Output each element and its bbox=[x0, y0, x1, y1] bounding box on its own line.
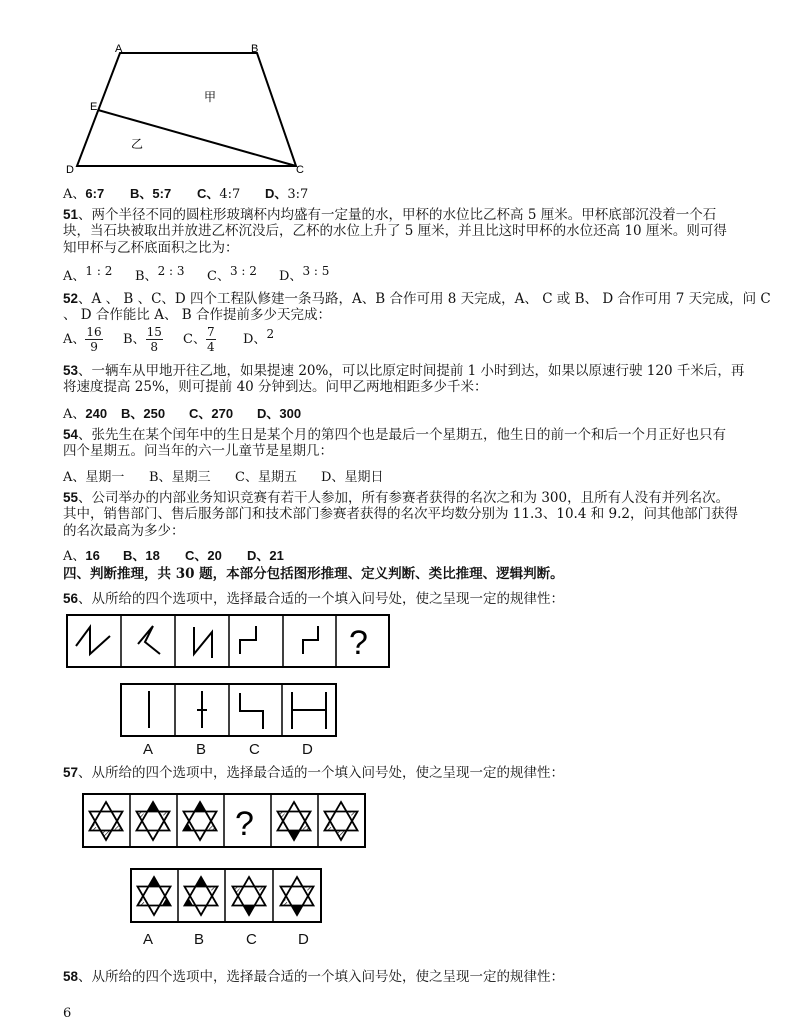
q55-line-2: 其中，销售部门、售后服务部门和技术部门参赛者获得的名次平均数分别为 11.3、10.4 和 9.2，问其他部门获得 bbox=[63, 506, 738, 522]
q56-question-mark: ? bbox=[349, 624, 368, 662]
q56-prompt: 56、从所给的四个选项中，选择最合适的一个填入问号处，使之呈现一定的规律性： bbox=[63, 591, 565, 607]
q55-line-1: 55、公司举办的内部业务知识竞赛有若干人参加，所有参赛者获得的名次之和为 300，且所有人没有并列名次。 bbox=[63, 490, 730, 506]
q57-option-d-figure[interactable] bbox=[281, 877, 314, 915]
label-C: C bbox=[296, 164, 304, 176]
q54-option-a[interactable]: A、星期一 bbox=[63, 470, 125, 485]
q53-option-b[interactable]: B、250 bbox=[121, 406, 166, 421]
page-number: 6 bbox=[63, 1006, 72, 1021]
q52-option-d[interactable]: D、2 bbox=[243, 327, 275, 347]
q57-question-mark: ? bbox=[235, 805, 254, 843]
q51-option-b[interactable]: B、2 : 3 bbox=[135, 264, 185, 284]
q55-option-c[interactable]: C、20 bbox=[185, 548, 222, 563]
q56-option-d-figure[interactable] bbox=[292, 692, 326, 729]
q54-line-2: 四个星期五。问当年的六一儿童节是星期几： bbox=[63, 443, 333, 459]
q53-option-c[interactable]: C、270 bbox=[189, 406, 234, 421]
q57-label-b: B bbox=[194, 931, 205, 948]
q50-options bbox=[63, 183, 308, 202]
q52-options bbox=[63, 325, 274, 354]
q54-line-1: 54、张先生在某个闰年中的生日是某个月的第四个也是最后一个星期五，他生日的前一个和后一个月正好也只有 bbox=[63, 427, 727, 443]
q54-options bbox=[63, 466, 383, 485]
q57-star-3 bbox=[184, 802, 217, 840]
q56-label-d: D bbox=[302, 741, 313, 758]
q51-line-3: 知甲杯与乙杯底面积之比为： bbox=[63, 240, 239, 256]
q51-options bbox=[63, 265, 329, 284]
q56-option-b-figure[interactable] bbox=[197, 691, 207, 728]
q53-line-1: 53、一辆车从甲地开往乙地，如果提速 20%，可以比原定时间提前 1 小时到达，如果以原速行驶 120 千米后，再 bbox=[63, 363, 745, 379]
q57-star-1 bbox=[90, 802, 123, 840]
q56-options-figure bbox=[120, 683, 340, 745]
q50-option-b[interactable]: B、5:7 bbox=[130, 186, 172, 201]
q51-option-a[interactable]: A、1 : 2 bbox=[63, 264, 113, 284]
q51-option-c[interactable]: C、3 : 2 bbox=[207, 264, 257, 284]
q57-option-a-figure[interactable] bbox=[138, 877, 171, 915]
q55-option-b[interactable]: B、18 bbox=[123, 548, 160, 563]
q55-option-a[interactable]: A、16 bbox=[63, 548, 100, 564]
q56-figure-5 bbox=[303, 626, 318, 654]
q57-label-a: A bbox=[143, 931, 154, 948]
q57-option-b-figure[interactable] bbox=[185, 877, 218, 915]
q55-options bbox=[63, 545, 284, 564]
q57-sequence bbox=[82, 793, 367, 851]
q58-prompt: 58、从所给的四个选项中，选择最合适的一个填入问号处，使之呈现一定的规律性： bbox=[63, 969, 565, 985]
q54-option-c[interactable]: C、星期五 bbox=[235, 470, 297, 485]
q56-label-c: C bbox=[249, 741, 260, 758]
q51-line-1: 51、两个半径不同的圆柱形玻璃杯内均盛有一定量的水，甲杯的水位比乙杯高 5 厘米。甲杯底部沉没着一个石 bbox=[63, 207, 717, 223]
q57-star-2 bbox=[137, 802, 170, 840]
label-E: E bbox=[90, 101, 98, 113]
q50-option-d[interactable]: D、3:7 bbox=[265, 186, 309, 202]
q56-figure-3 bbox=[194, 627, 212, 658]
q50-option-a[interactable]: A、6:7 bbox=[63, 186, 105, 202]
q56-figure-4 bbox=[240, 626, 256, 654]
label-B: B bbox=[251, 43, 259, 55]
q57-prompt: 57、从所给的四个选项中，选择最合适的一个填入问号处，使之呈现一定的规律性： bbox=[63, 765, 565, 781]
q53-line-2: 将速度提高 25%，则可提前 40 分钟到达。问甲乙两地相距多少千米： bbox=[63, 379, 488, 395]
q53-option-a[interactable]: A、240 bbox=[63, 406, 108, 422]
q52-line-1: 52、A 、 B 、C、D 四个工程队修建一条马路，A、B 合作可用 8 天完成，A、 C 或 B、 D 合作可用 7 天完成，问 C bbox=[63, 291, 771, 307]
q50-option-c[interactable]: C、4:7 bbox=[197, 186, 241, 202]
q55-option-d[interactable]: D、21 bbox=[247, 548, 284, 563]
q57-label-d: D bbox=[298, 931, 309, 948]
trapezoid-figure bbox=[60, 40, 320, 180]
q54-option-d[interactable]: D、星期日 bbox=[321, 470, 384, 485]
q56-figure-1 bbox=[76, 627, 110, 654]
q57-option-c-figure[interactable] bbox=[233, 877, 266, 915]
q52-option-c[interactable]: C、 $\frac{7}{4}$ bbox=[183, 325, 215, 354]
q56-sequence bbox=[66, 614, 391, 672]
q57-star-5 bbox=[278, 802, 311, 840]
q57-star-6 bbox=[325, 802, 358, 840]
q51-line-2: 块，当石块被取出并放进乙杯沉没后，乙杯的水位上升了 5 厘米，并且比这时甲杯的水位还高 10 厘米。则可得 bbox=[63, 223, 727, 239]
q52-option-b[interactable]: B、 $\frac{15}{8}$ bbox=[123, 325, 162, 354]
q56-figure-2 bbox=[138, 626, 160, 654]
q53-option-d[interactable]: D、300 bbox=[257, 406, 302, 421]
q55-line-3: 的名次最高为多少： bbox=[63, 523, 185, 539]
q51-option-d[interactable]: D、3 : 5 bbox=[279, 264, 330, 284]
q57-options-figure bbox=[130, 868, 325, 926]
region-jia-label: 甲 bbox=[204, 90, 217, 104]
q54-option-b[interactable]: B、星期三 bbox=[149, 470, 211, 485]
q56-option-c-figure[interactable] bbox=[240, 693, 263, 729]
q56-label-a: A bbox=[143, 741, 154, 758]
q57-label-c: C bbox=[246, 931, 257, 948]
label-A: A bbox=[115, 43, 123, 55]
label-D: D bbox=[66, 164, 74, 176]
section-4-heading: 四、判断推理，共 30 题，本部分包括图形推理、定义判断、类比推理、逻辑判断。 bbox=[63, 566, 564, 582]
q52-option-a[interactable]: A、 $\frac{16}{9}$ bbox=[63, 325, 102, 354]
q52-line-2: 、 D 合作能比 A、 B 合作提前多少天完成： bbox=[63, 307, 331, 323]
q53-options bbox=[63, 403, 301, 422]
q56-label-b: B bbox=[196, 741, 207, 758]
region-yi-label: 乙 bbox=[131, 137, 144, 151]
